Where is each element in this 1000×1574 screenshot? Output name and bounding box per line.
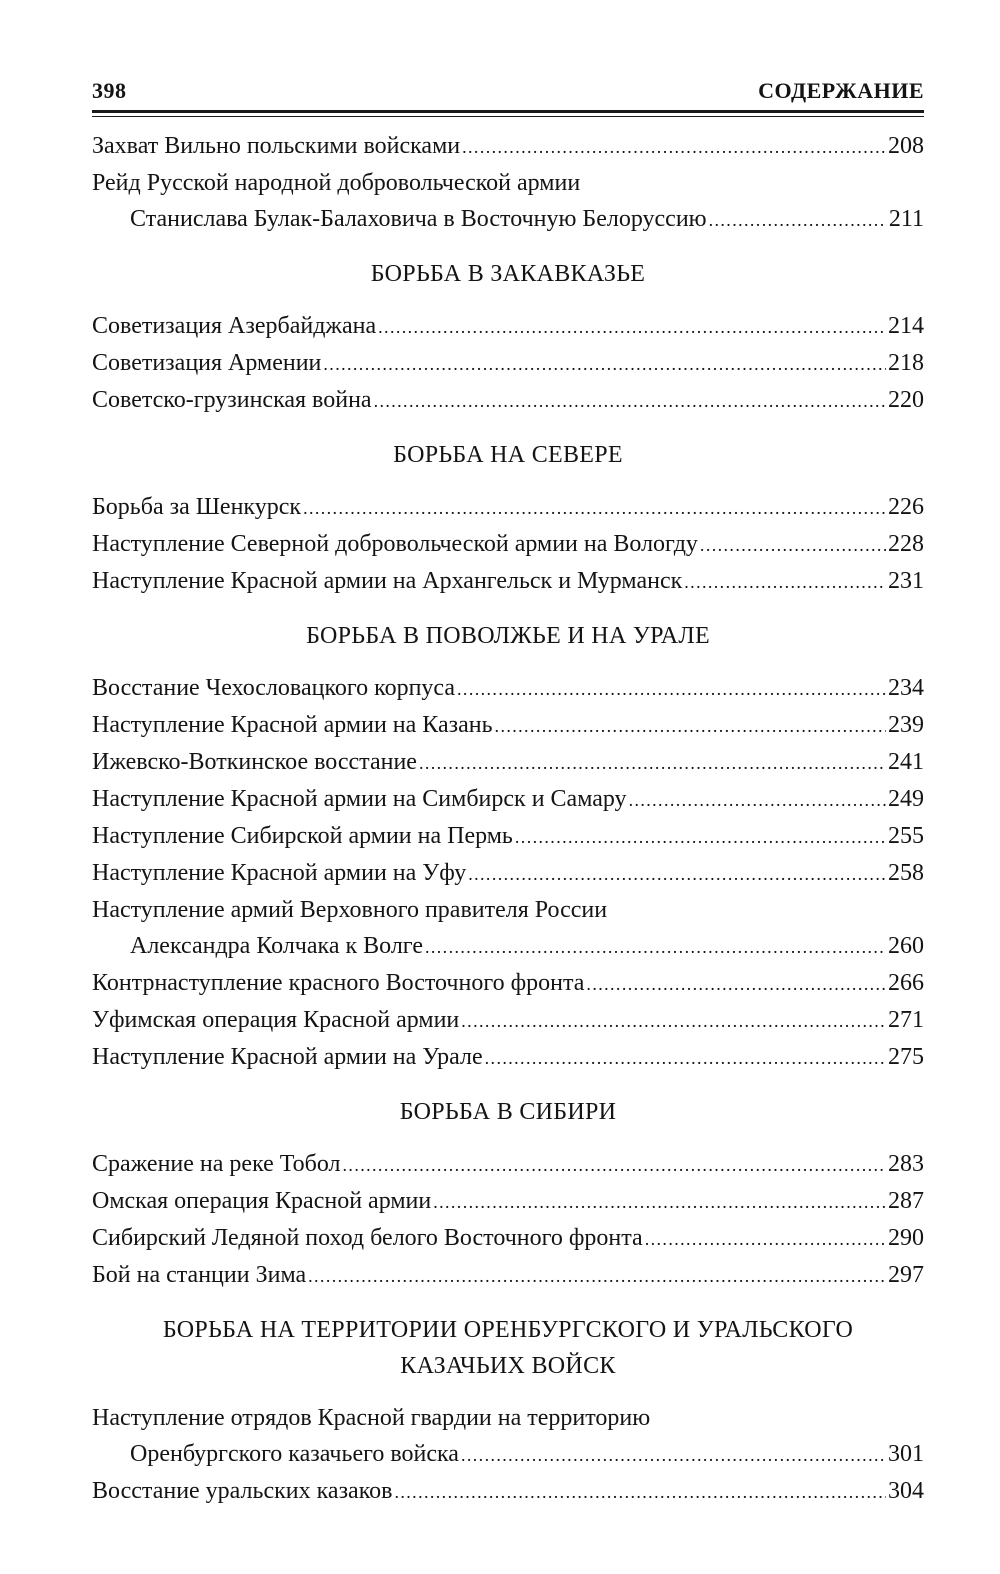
toc-entry (92, 1002, 924, 1039)
leader-dots (457, 671, 886, 707)
toc-entry (92, 1220, 924, 1257)
toc-entry-page: 249 (888, 786, 924, 812)
toc-entry (92, 1039, 924, 1076)
toc-entry-page: 234 (888, 675, 924, 701)
section-heading: БОРЬБА НА СЕВЕРЕ (393, 442, 623, 468)
leader-dots (374, 383, 886, 419)
leader-dots (495, 708, 886, 744)
toc-entry (92, 382, 924, 419)
toc-entry-title-line1: Рейд Русской народной добровольческой армии (92, 170, 581, 196)
toc-entry-title-line1: Наступление армий Верховного правителя России (92, 897, 608, 923)
toc-entry (92, 744, 924, 781)
leader-dots (425, 929, 886, 965)
toc-entry (92, 345, 924, 382)
table-of-contents (92, 128, 924, 1510)
toc-entry (92, 165, 924, 238)
leader-dots (394, 1474, 886, 1510)
leader-dots (308, 1258, 886, 1294)
leader-dots (461, 1437, 886, 1473)
leader-dots (323, 346, 886, 382)
leader-dots (462, 129, 886, 165)
leader-dots (343, 1147, 886, 1183)
toc-entry-title: Контрнаступление красного Восточного фронта (92, 970, 585, 996)
section-heading-line2: КАЗАЧЬИХ ВОЙСК (400, 1353, 616, 1379)
toc-entry-title: Наступление Северной добровольческой армии на Вологду (92, 531, 698, 557)
leader-dots (629, 782, 886, 818)
toc-entry (92, 855, 924, 892)
toc-entry-page: 255 (888, 823, 924, 849)
leader-dots (684, 564, 886, 600)
toc-entry-title: Уфимская операция Красной армии (92, 1007, 460, 1033)
toc-entry-page: 290 (888, 1225, 924, 1251)
toc-entry-title: Станислава Булак-Балаховича в Восточную Белоруссию (130, 206, 707, 232)
toc-entry-page: 258 (888, 860, 924, 886)
toc-entry-title: Борьба за Шенкурск (92, 494, 302, 520)
toc-entry-page: 218 (888, 350, 924, 376)
header-rule-thin (92, 116, 924, 117)
toc-entry-title: Наступление Красной армии на Симбирск и Самару (92, 786, 627, 812)
toc-entry-title: Восстание Чехословацкого корпуса (92, 675, 456, 701)
leader-dots (586, 966, 886, 1002)
section-heading: БОРЬБА В ЗАКАВКАЗЬЕ (370, 261, 646, 287)
toc-entry (92, 707, 924, 744)
toc-entry-title: Бой на станции Зима (92, 1262, 307, 1288)
toc-entry-title: Оренбургского казачьего войска (130, 1441, 459, 1467)
toc-entry-title: Советизация Армении (92, 350, 322, 376)
toc-entry (92, 128, 924, 165)
toc-entry-title: Захват Вильно польскими войсками (92, 133, 461, 159)
toc-entry (92, 1257, 924, 1294)
toc-entry-page: 226 (888, 494, 924, 520)
toc-entry-title: Омская операция Красной армии (92, 1188, 432, 1214)
toc-entry-page: 271 (888, 1007, 924, 1033)
toc-entry-page: 304 (888, 1478, 924, 1504)
toc-entry (92, 818, 924, 855)
leader-dots (378, 309, 886, 345)
toc-entry (92, 965, 924, 1002)
leader-dots (303, 490, 886, 526)
toc-entry-title: Наступление Красной армии на Урале (92, 1044, 483, 1070)
toc-entry-page: 266 (888, 970, 924, 996)
toc-entry-title: Сражение на реке Тобол (92, 1151, 341, 1177)
toc-entry-page: 297 (888, 1262, 924, 1288)
leader-dots (515, 819, 886, 855)
toc-entry-title-line1: Наступление отрядов Красной гвардии на территорию (92, 1405, 651, 1431)
section-heading: БОРЬБА В ПОВОЛЖЬЕ И НА УРАЛЕ (306, 623, 710, 649)
toc-entry-title: Советизация Азербайджана (92, 313, 377, 339)
toc-entry-page: 220 (888, 387, 924, 413)
toc-entry-title: Советско-грузинская война (92, 387, 372, 413)
toc-entry-page: 214 (888, 313, 924, 339)
toc-entry-page: 301 (888, 1441, 924, 1467)
toc-entry (92, 489, 924, 526)
toc-entry-title: Наступление Красной армии на Уфу (92, 860, 467, 886)
leader-dots (433, 1184, 886, 1220)
toc-entry-page: 228 (888, 531, 924, 557)
toc-entry-title: Наступление Красной армии на Архангельск и Мурманск (92, 568, 683, 594)
leader-dots (419, 745, 886, 781)
running-title: СОДЕРЖАНИЕ (758, 78, 924, 103)
running-head (92, 78, 924, 110)
book-page (92, 0, 924, 1574)
toc-entry (92, 526, 924, 563)
toc-entry-page: 287 (888, 1188, 924, 1214)
leader-dots (700, 527, 886, 563)
toc-entry (92, 1183, 924, 1220)
toc-entry (92, 892, 924, 965)
toc-entry-page: 283 (888, 1151, 924, 1177)
section-heading (92, 1312, 924, 1384)
toc-entry-title: Наступление Сибирской армии на Пермь (92, 823, 513, 849)
leader-dots (709, 202, 887, 238)
toc-entry (92, 1400, 924, 1473)
toc-entry (92, 563, 924, 600)
toc-entry (92, 308, 924, 345)
leader-dots (645, 1221, 886, 1257)
toc-entry-page: 211 (888, 206, 924, 232)
toc-entry-title: Наступление Красной армии на Казань (92, 712, 493, 738)
toc-entry (92, 670, 924, 707)
toc-entry-page: 239 (888, 712, 924, 738)
toc-entry-title: Александра Колчака к Волге (130, 933, 423, 959)
leader-dots (485, 1040, 886, 1076)
toc-entry (92, 781, 924, 818)
toc-entry (92, 1473, 924, 1510)
toc-entry-page: 241 (888, 749, 924, 775)
toc-entry-title: Ижевско-Воткинское восстание (92, 749, 417, 775)
section-heading-line1: БОРЬБА НА ТЕРРИТОРИИ ОРЕНБУРГСКОГО И УРАЛЬСКОГО (162, 1317, 854, 1343)
page-number: 398 (92, 78, 127, 103)
header-rule-thick (92, 110, 924, 113)
toc-entry-page: 231 (888, 568, 924, 594)
leader-dots (468, 856, 886, 892)
toc-entry-page: 208 (888, 133, 924, 159)
toc-entry-title: Восстание уральских казаков (92, 1478, 393, 1504)
section-heading: БОРЬБА В СИБИРИ (399, 1099, 617, 1125)
toc-entry (92, 1146, 924, 1183)
toc-entry-page: 275 (888, 1044, 924, 1070)
leader-dots (461, 1003, 886, 1039)
toc-entry-title: Сибирский Ледяной поход белого Восточного фронта (92, 1225, 643, 1251)
toc-entry-page: 260 (888, 933, 924, 959)
